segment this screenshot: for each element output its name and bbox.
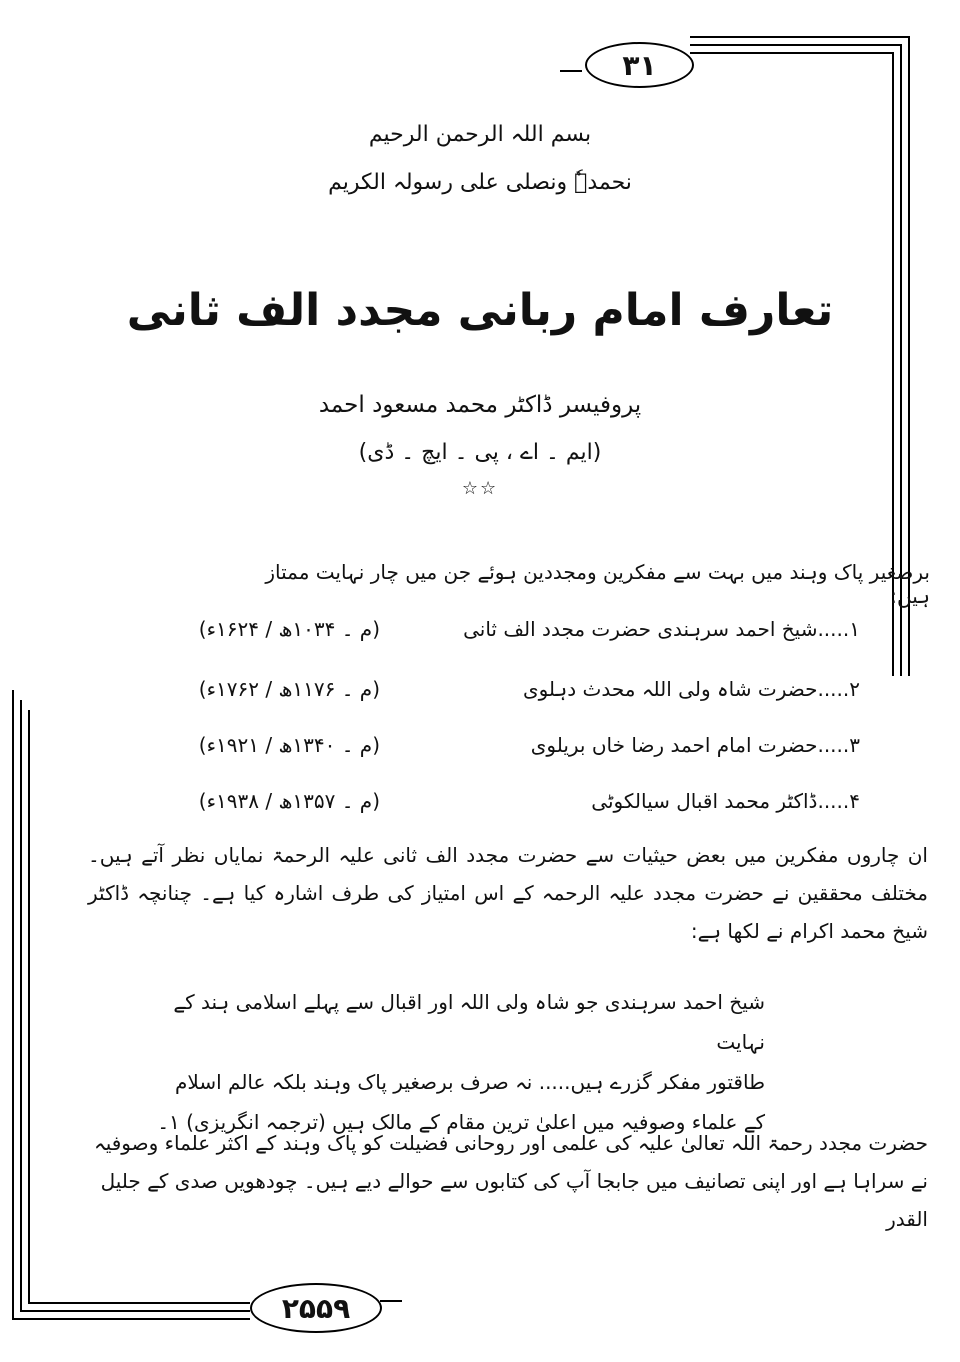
scholar-name: ۲.....حضرت شاہ ولی اللہ محدث دہلوی [522, 677, 860, 701]
frame-line [12, 1318, 250, 1320]
author-degree: (ایم ۔ اے ، پی ۔ ایچ ۔ ڈی) [358, 440, 602, 465]
frame-line [28, 1302, 250, 1304]
body-paragraph: حضرت مجدد رحمۃ اللہ تعالیٰ علیہ کی علمی اور روحانی فضیلت کو پاک وہند کے اکثر علماء وصوفیہ نے سراہا ہے اور اپنی تصانیف میں جابجا آپ کی کتابوں سے حوالے دیے ہیں۔ چودھویں صدی کے جلیل القدر [93, 1131, 928, 1231]
page-number-top [585, 42, 694, 88]
star-divider: ☆☆ [461, 478, 499, 499]
basmala: بسم اللہ الرحمن الرحیم [368, 122, 592, 147]
scholar-dates: (م ۔ ۱۳۵۷ھ / ۱۹۳۸ء) [198, 789, 380, 813]
frame-line [380, 1300, 402, 1302]
block-quote [125, 982, 765, 1142]
scholar-name: ۳.....حضرت امام احمد رضا خاں بریلوی [530, 733, 860, 757]
frame-line [690, 36, 910, 38]
praise-line: نحمدہٗ ونصلی علی رسولہ الکریم [328, 170, 632, 195]
frame-line [560, 70, 582, 72]
scholar-entry [100, 617, 860, 651]
quote-line: کے علماء وصوفیہ میں اعلیٰ ترین مقام کے مالک ہیں (ترجمہ انگریزی) ۱۔ [157, 1110, 765, 1134]
frame-line [690, 44, 902, 46]
article-title: تعارف امام ربانی مجدد الف ثانی [126, 285, 834, 336]
intro-text: برصغیر پاک وہند میں بہت سے مفکرین ومجددین ہوئے جن میں چار نہایت ممتاز ہیں: [265, 560, 930, 608]
scholar-dates: (م ۔ ۱۱۷۶ھ / ۱۷۶۲ء) [198, 677, 380, 701]
scholar-name: ۱.....شیخ احمد سرہندی حضرت مجدد الف ثانی [463, 617, 860, 641]
page-number-bottom [250, 1283, 382, 1333]
frame-line [28, 710, 30, 1304]
page-number-bottom-text: ۲۵۵۹ [281, 1291, 351, 1325]
frame-line [12, 690, 14, 1320]
scholar-entry [100, 677, 860, 711]
author-name: پروفیسر ڈاکٹر محمد مسعود احمد [318, 392, 642, 418]
scholar-entry [100, 733, 860, 767]
frame-line [20, 1310, 250, 1312]
page-number-top-text: ۳۱ [622, 48, 657, 82]
quote-line: شیخ احمد سرہندی جو شاہ ولی اللہ اور اقبال سے پہلے اسلامی ہند کے نہایت [173, 990, 765, 1054]
quote-line: طاقتور مفکر گزرے ہیں..... نہ صرف برصغیر پاک وہند بلکہ عالم اسلام [175, 1070, 765, 1094]
scholar-dates: (م ۔ ۱۰۳۴ھ / ۱۶۲۴ء) [198, 617, 380, 641]
scholar-name: ۴.....ڈاکٹر محمد اقبال سیالکوٹی [591, 789, 860, 813]
body-paragraph: ان چاروں مفکرین میں بعض حیثیات سے حضرت مجدد الف ثانی علیہ الرحمۃ نمایاں نظر آتے ہیں۔ مختلف محققین نے حضرت مجدد علیہ الرحمہ کے اس امتیاز کی طرف اشارہ کیا ہے۔ چنانچہ ڈاکٹر شیخ محمد اکرام نے لکھا ہے: [88, 843, 928, 943]
scholar-entry [100, 789, 860, 823]
scholar-dates: (م ۔ ۱۳۴۰ھ / ۱۹۲۱ء) [198, 733, 380, 757]
frame-line [690, 52, 894, 54]
frame-line [20, 700, 22, 1312]
